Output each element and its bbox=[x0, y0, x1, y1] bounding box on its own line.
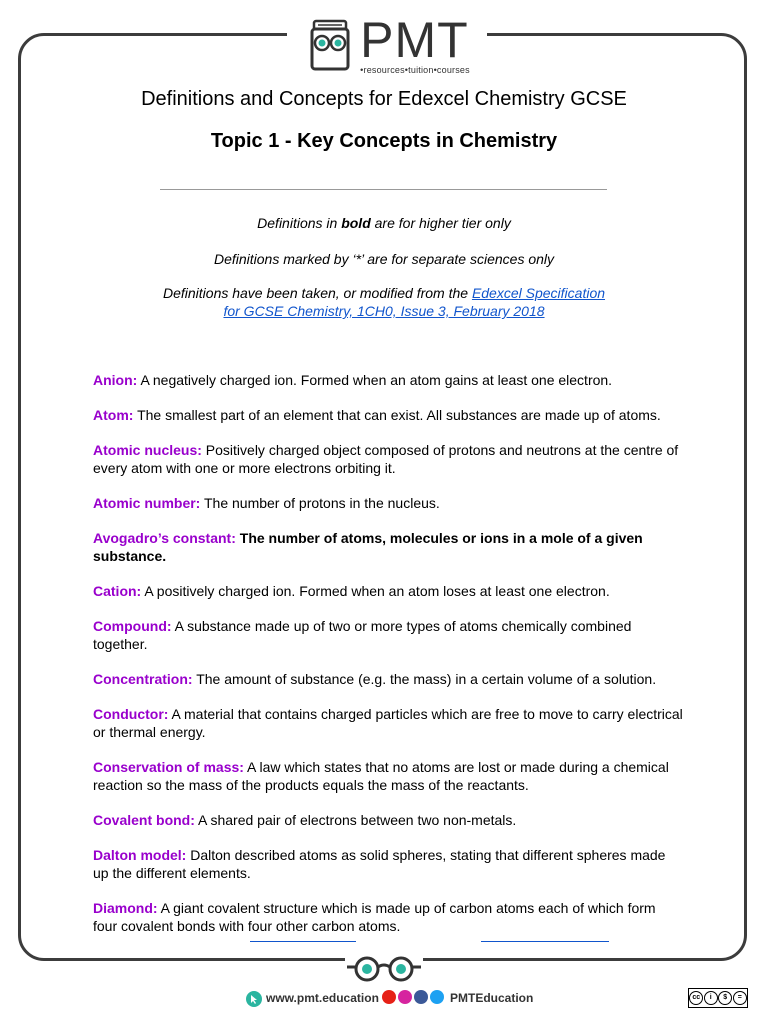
website-link[interactable]: www.pmt.education bbox=[266, 991, 379, 1005]
definition-entry bbox=[93, 705, 683, 741]
book-glasses-icon bbox=[304, 19, 356, 73]
creative-commons-icon[interactable] bbox=[688, 988, 748, 1008]
definition-text: A positively charged ion. Formed when an atom loses at least one electron. bbox=[141, 583, 610, 599]
definition-text: The number of atoms, molecules or ions in a mole of a given substance. bbox=[93, 530, 643, 564]
definition-term: Conductor: bbox=[93, 706, 169, 722]
definition-entry bbox=[93, 758, 683, 794]
note-separate-sciences: Definitions marked by ‘*’ are for separate sciences only bbox=[213, 251, 555, 267]
instagram-icon[interactable] bbox=[398, 990, 412, 1004]
nc-icon: $ bbox=[718, 991, 732, 1005]
title-divider bbox=[160, 189, 607, 190]
note-source: Definitions have been taken, or modified from the Edexcel Specification for GCSE Chemistry, 1CH0, Issue 3, February 2018 bbox=[162, 285, 606, 319]
youtube-icon[interactable] bbox=[382, 990, 396, 1004]
definition-text: Dalton described atoms as solid spheres, stating that different spheres made up the different elements. bbox=[93, 847, 666, 881]
specification-link-continued[interactable]: for GCSE Chemistry, 1CH0, Issue 3, February 2018 bbox=[223, 303, 545, 319]
definition-term: Atom: bbox=[93, 407, 134, 423]
definition-text: The number of protons in the nucleus. bbox=[200, 495, 440, 511]
definition-term: Conservation of mass: bbox=[93, 759, 244, 775]
definition-term: Cation: bbox=[93, 583, 142, 599]
note-higher-tier: Definitions in bold are for higher tier only bbox=[257, 215, 511, 231]
by-icon: i bbox=[704, 991, 718, 1005]
definition-entry bbox=[93, 441, 683, 477]
bold-word: bold bbox=[341, 215, 371, 231]
definition-text: The amount of substance (e.g. the mass) in a certain volume of a solution. bbox=[192, 671, 657, 687]
definition-entry bbox=[93, 529, 683, 565]
definition-text: A negatively charged ion. Formed when an atom gains at least one electron. bbox=[137, 372, 613, 388]
definition-term: Compound: bbox=[93, 618, 172, 634]
definition-term: Concentration: bbox=[93, 671, 193, 687]
cursor-icon bbox=[246, 991, 262, 1007]
definition-term: Covalent bond: bbox=[93, 812, 195, 828]
definitions-list bbox=[93, 371, 683, 952]
definition-entry bbox=[93, 899, 683, 935]
definition-term: Avogadro’s constant: bbox=[93, 530, 236, 546]
definition-text: A material that contains charged particles which are free to move to carry electrical or thermal energy. bbox=[93, 706, 683, 740]
definition-entry bbox=[93, 617, 683, 653]
document-title: Definitions and Concepts for Edexcel Chemistry GCSE bbox=[141, 88, 627, 110]
definition-entry bbox=[93, 406, 683, 424]
definition-text: A law which states that no atoms are lost or made during a chemical reaction so the mass of the products equals the mass of the reactants. bbox=[93, 759, 669, 793]
definition-text: Positively charged object composed of protons and neutrons at the centre of every atom with one or more electrons orbiting it. bbox=[93, 442, 679, 476]
definition-entry bbox=[93, 371, 683, 389]
definition-entry bbox=[93, 494, 683, 512]
footer-link-underline bbox=[250, 941, 356, 942]
definition-entry bbox=[93, 670, 683, 688]
nd-icon: = bbox=[733, 991, 747, 1005]
topic-title: Topic 1 - Key Concepts in Chemistry bbox=[210, 130, 558, 152]
facebook-icon[interactable] bbox=[414, 990, 428, 1004]
definition-entry bbox=[93, 582, 683, 600]
definition-text: A substance made up of two or more types of atoms chemically combined together. bbox=[93, 618, 632, 652]
definition-entry bbox=[93, 811, 683, 829]
specification-link[interactable]: Edexcel Specification bbox=[471, 285, 606, 301]
social-handle[interactable]: PMTEducation bbox=[450, 991, 534, 1005]
definition-term: Atomic nucleus: bbox=[93, 442, 202, 458]
logo-brand: PMT bbox=[360, 12, 469, 68]
twitter-icon[interactable] bbox=[430, 990, 444, 1004]
pmt-logo bbox=[287, 14, 487, 78]
definition-text: A shared pair of electrons between two non-metals. bbox=[194, 812, 517, 828]
definition-term: Anion: bbox=[93, 372, 138, 388]
definition-text: A giant covalent structure which is made up of carbon atoms each of which form four covalent bonds with four other carbon atoms. bbox=[93, 900, 656, 934]
definition-term: Diamond: bbox=[93, 900, 158, 916]
glasses-icon bbox=[345, 955, 423, 985]
definition-text: The smallest part of an element that can exist. All substances are made up of atoms. bbox=[133, 407, 661, 423]
definition-entry bbox=[93, 846, 683, 882]
footer-link-underline bbox=[481, 941, 609, 942]
definition-term: Dalton model: bbox=[93, 847, 187, 863]
logo-tagline: •resources•tuition•courses bbox=[360, 65, 470, 75]
cc-icon: cc bbox=[689, 991, 703, 1005]
definition-term: Atomic number: bbox=[93, 495, 201, 511]
